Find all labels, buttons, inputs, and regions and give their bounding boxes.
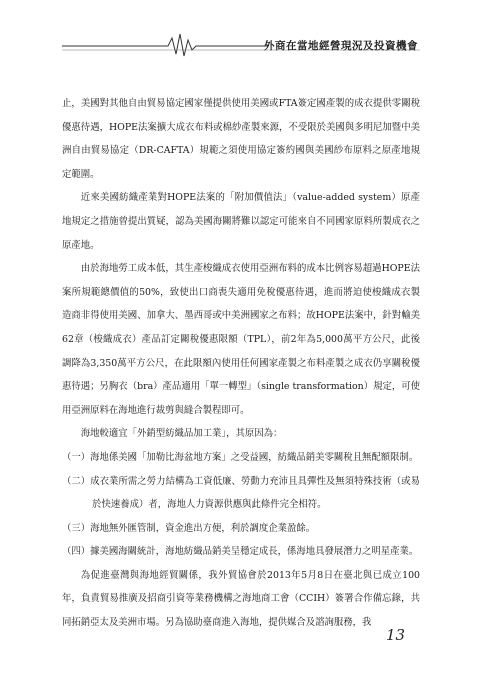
list-item-text: 海地無外匯管制，資金進出方便，利於調度企業盈餘。	[90, 522, 316, 534]
list-item-text: 海地係美國「加勒比海盆地方案」之受益國，紡織品銷美零關稅且無配額限制。	[90, 451, 419, 463]
page-header	[0, 28, 480, 58]
paragraph: 為促進臺灣與海地經貿關係，我外貿協會於2013年5月8日在臺北與已成立100年，負責貿易推廣及招商引資等業務機構之海地商工會（CCIH）簽署合作備忘錄，共同拓銷亞太及美洲市場。另為協助臺商進入海地，提供媒合及諮詢服務，我	[62, 569, 420, 629]
list-item-text: 成衣業所需之勞力結構為工資低廉、勞動力充沛且具彈性及無須特殊技術（或易於快速養成）者，海地人力資源供應與此條件完全相符。	[90, 475, 420, 511]
list-item-label: （二）	[62, 475, 91, 487]
list-item	[62, 517, 420, 541]
paragraph: 近來美國紡織產業對HOPE法案的「附加價值法」（value-added system）原產地規定之措施曾提出質疑，認為美國海關將難以認定可能來自不同國家原料所製成衣之原產地。	[62, 192, 420, 251]
list-item-text: 據美國海關統計，海地紡織品銷美呈穩定成長，係海地具發展潛力之明星產業。	[90, 546, 419, 558]
paragraph: 由於海地勞工成本低，其生產梭織成衣使用亞洲布料的成本比例容易超過HOPE法案所規範總價值的50%，致使出口商喪失適用免稅優惠待遇，進而將迫使梭織成衣製造商非得使用美國、加拿大、墨西哥或中美洲國家之布料；故HOPE法案中，針對輸美62章（梭織成衣）產品訂定關稅優惠限額（TPL），前2年為5,000萬平方公尺，此後調降為3,350萬平方公尺，在此限額內使用任何國家產製之布料產製之成衣仍享關稅優惠待遇；另胸衣（bra）產品適用「單一轉型」（single transformation）規定，可使用亞洲原料在海地進行裁剪與縫合製程即可。	[62, 263, 420, 416]
list-item-label: （三）	[62, 522, 91, 534]
list-item-label: （一）	[62, 451, 91, 463]
list-item	[62, 470, 420, 517]
header-title: 外商在當地經營現況及投資機會	[264, 40, 418, 52]
document-body	[62, 92, 420, 635]
list-item	[62, 540, 420, 564]
list-item	[62, 446, 420, 470]
list-item-label: （四）	[62, 546, 91, 558]
paragraph: 止，美國對其他自由貿易協定國家僅提供使用美國或FTA簽定國產製的成衣提供零關稅優惠待遇，HOPE法案擴大成衣布料或棉紗產製來源，不受限於美國與多明尼加暨中美洲自由貿易協定（DR-CAFTA）規範之須使用協定簽約國與美國紗布原料之原產地規定範圍。	[62, 98, 420, 180]
page-number: 13	[386, 626, 406, 644]
paragraph: 海地較適宜「外銷型紡織品加工業」，其原因為：	[80, 428, 283, 440]
